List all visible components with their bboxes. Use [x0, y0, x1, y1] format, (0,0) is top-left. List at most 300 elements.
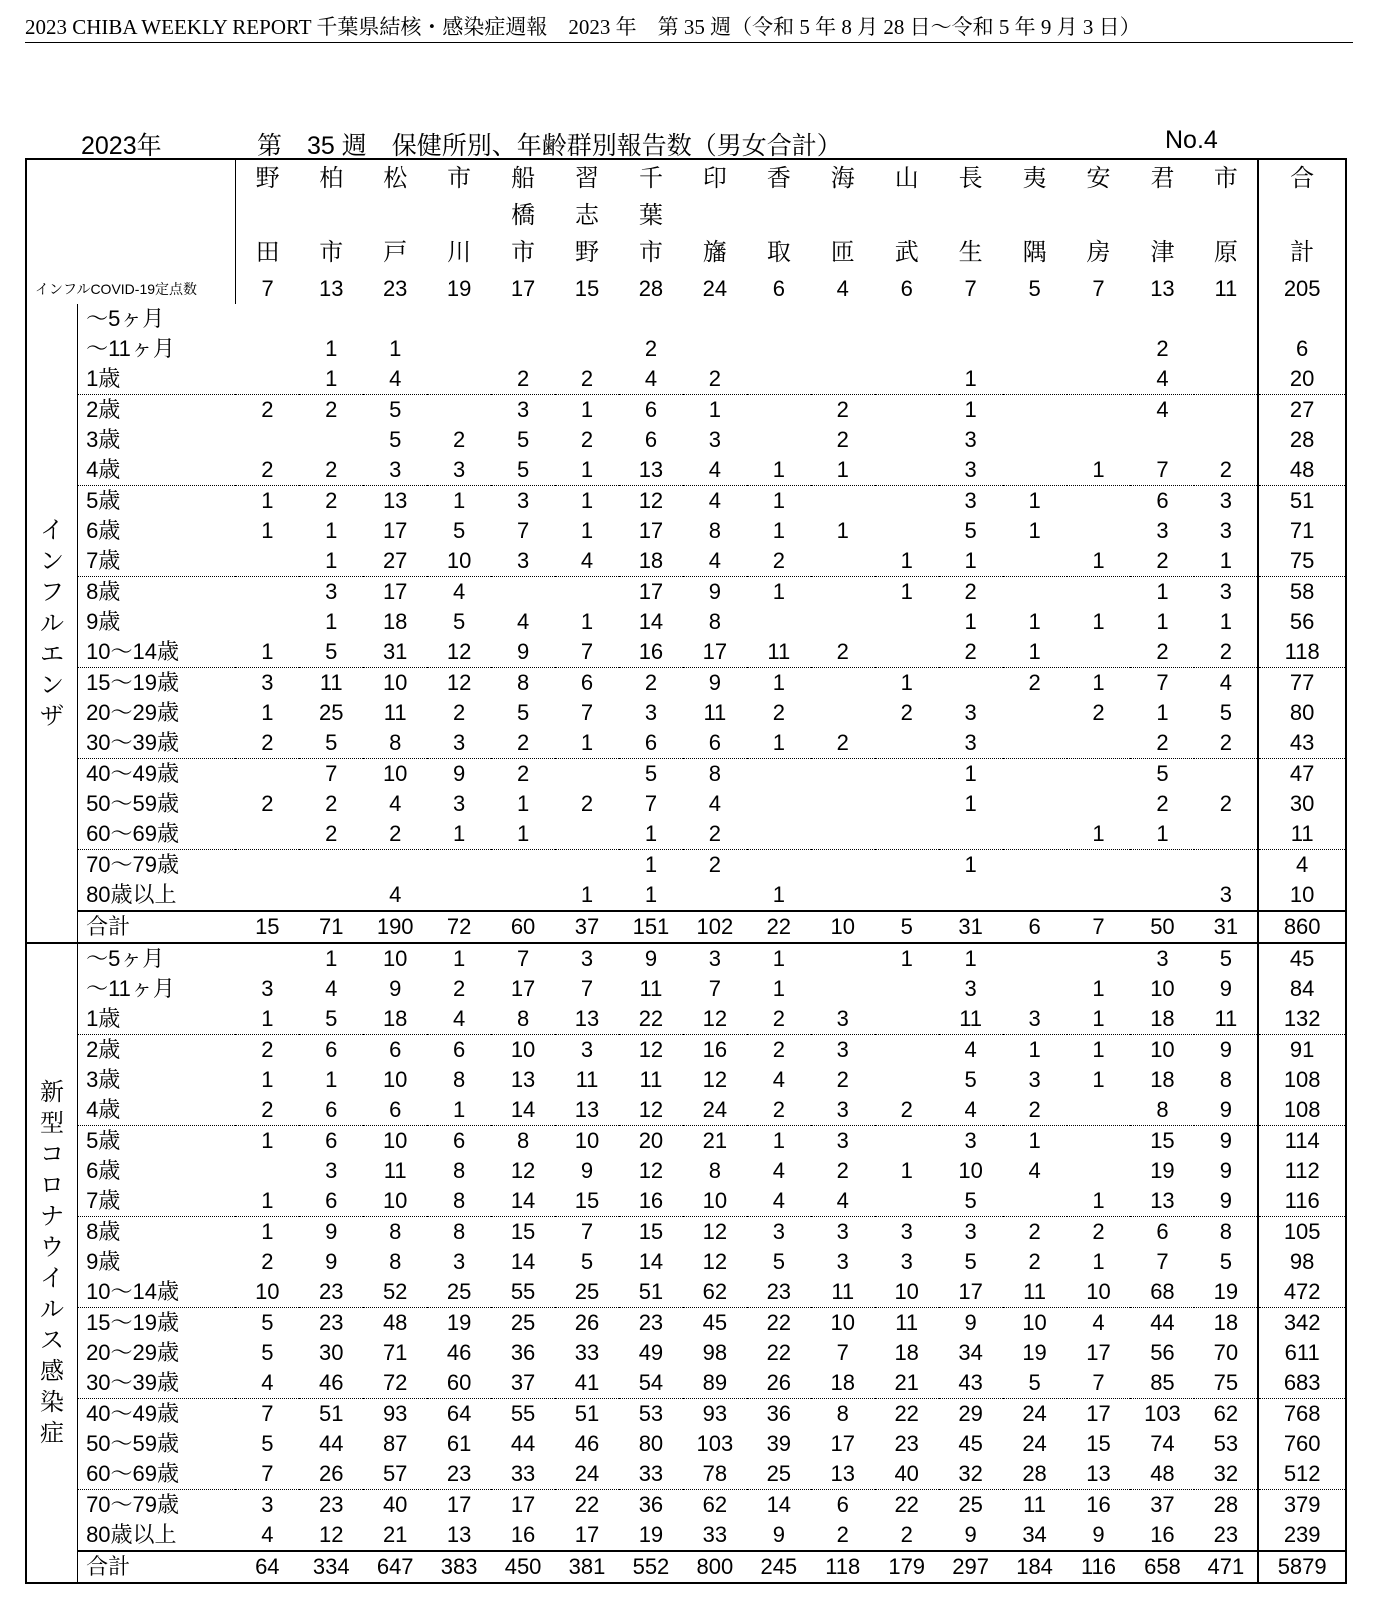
count-cell: [427, 334, 491, 364]
count-cell: 3: [964, 976, 977, 1001]
count-cell: [811, 577, 875, 608]
count-cell: 1: [325, 518, 338, 543]
table-row: [26, 516, 1346, 546]
count-cell: [1003, 1186, 1067, 1217]
sum-total: 5879: [1258, 1551, 1346, 1583]
count-cell: 2: [453, 700, 466, 725]
count-cell: 2: [453, 427, 466, 452]
table-row: [26, 577, 1346, 608]
section-label-text: インフルエンザ: [40, 516, 65, 730]
sum-value: 179: [875, 1551, 939, 1583]
count-cell: 22: [766, 1340, 792, 1365]
sum-value: 647: [363, 1551, 427, 1583]
count-cell: [1067, 789, 1131, 819]
count-cell: 25: [510, 1310, 536, 1335]
age-group-label: 7歳: [78, 546, 236, 577]
count-cell: 1: [1092, 1249, 1105, 1274]
count-cell: [363, 850, 427, 881]
count-cell: 2: [261, 1249, 274, 1274]
count-cell: 10: [683, 1186, 747, 1217]
table-row: [26, 728, 1346, 759]
sentinel-value: 23: [382, 276, 408, 301]
table-row: [26, 1126, 1346, 1157]
count-cell: 11: [1194, 1004, 1258, 1035]
count-cell: 25: [747, 1459, 811, 1490]
table-row: [26, 1035, 1346, 1066]
count-cell: [491, 334, 555, 364]
count-cell: [1067, 1095, 1131, 1126]
count-cell: 51: [619, 1277, 683, 1308]
count-cell: [683, 880, 747, 911]
count-cell: 15: [510, 1219, 536, 1244]
count-cell: [235, 759, 299, 790]
count-cell: 9: [619, 943, 683, 974]
count-cell: [747, 850, 811, 881]
count-cell: 1: [1028, 488, 1041, 513]
count-cell: [1003, 850, 1067, 881]
count-cell: 4: [1092, 1310, 1105, 1335]
count-cell: 6: [325, 1037, 338, 1062]
count-cell: 2: [261, 791, 274, 816]
count-cell: [1003, 425, 1067, 455]
count-cell: 2: [299, 455, 363, 486]
count-cell: 14: [638, 609, 664, 634]
count-cell: [811, 943, 875, 974]
count-cell: 53: [638, 1401, 664, 1426]
count-cell: [875, 880, 939, 911]
count-cell: [1194, 364, 1258, 395]
count-cell: 10: [382, 1128, 408, 1153]
row-total: 108: [1258, 1065, 1346, 1095]
count-cell: 8: [363, 728, 427, 759]
count-cell: 55: [491, 1277, 555, 1308]
count-cell: 18: [1213, 1310, 1239, 1335]
sentinel-value: 13: [1150, 276, 1175, 301]
count-cell: 1: [747, 455, 811, 486]
count-cell: 75: [1194, 1368, 1258, 1399]
count-cell: [1003, 698, 1067, 728]
count-cell: 10: [958, 1158, 983, 1183]
count-cell: 5: [261, 1431, 274, 1456]
count-cell: [1067, 850, 1131, 881]
count-cell: [555, 334, 619, 364]
count-cell: 8: [453, 1067, 466, 1092]
count-cell: [1067, 728, 1131, 759]
count-cell: 3: [555, 943, 619, 974]
count-cell: 18: [619, 546, 683, 577]
count-cell: 3: [427, 455, 491, 486]
count-cell: 5: [1219, 700, 1232, 725]
count-cell: 51: [319, 1401, 344, 1426]
age-group-label: 10～14歳: [78, 1277, 236, 1308]
count-cell: 2: [1003, 1095, 1067, 1126]
count-cell: 33: [619, 1459, 683, 1490]
count-cell: 31: [363, 637, 427, 668]
count-cell: 34: [1022, 1522, 1047, 1547]
count-cell: 33: [702, 1522, 728, 1547]
count-cell: [747, 334, 811, 364]
sum-value: 334: [299, 1551, 363, 1583]
count-cell: 18: [1130, 1004, 1194, 1035]
count-cell: 6: [389, 1037, 402, 1062]
count-cell: 1: [325, 609, 338, 634]
row-total: 51: [1258, 486, 1346, 517]
count-cell: 5: [580, 1249, 594, 1274]
sentinel-value: 7: [261, 276, 274, 301]
table-row: [26, 668, 1346, 699]
age-group-label: 20～29歳: [86, 1340, 180, 1365]
count-cell: [235, 850, 299, 881]
count-cell: 71: [382, 1340, 408, 1365]
count-cell: 4: [325, 976, 338, 1001]
count-cell: 1: [1092, 1037, 1105, 1062]
header-corner: [26, 159, 235, 274]
count-cell: 1: [900, 579, 913, 604]
age-group-label: 20～29歳: [86, 700, 180, 725]
title-year: 2023年: [81, 132, 162, 160]
count-cell: 3: [964, 700, 977, 725]
count-cell: 2: [708, 852, 721, 877]
row-total: 30: [1258, 789, 1346, 819]
count-cell: 2: [811, 728, 875, 759]
count-cell: 2: [836, 1067, 849, 1092]
count-cell: 2: [1092, 1219, 1105, 1244]
count-cell: [235, 943, 299, 974]
count-cell: 2: [1194, 728, 1258, 759]
age-group-label: 15～19歳: [86, 1310, 180, 1335]
row-total: 47: [1258, 759, 1346, 790]
count-cell: 1: [580, 609, 594, 634]
count-cell: 2: [1028, 1249, 1041, 1274]
count-cell: 3: [453, 791, 466, 816]
count-cell: 13: [555, 1004, 619, 1035]
count-cell: 9: [772, 1522, 785, 1547]
row-total: 472: [1258, 1277, 1346, 1308]
count-cell: [235, 304, 299, 334]
count-cell: 7: [1156, 670, 1169, 695]
sentinel-value: 24: [702, 276, 728, 301]
sum-value: 118: [811, 1551, 875, 1583]
count-cell: 4: [427, 1004, 491, 1035]
age-group-label: 30～39歳: [78, 728, 236, 759]
count-cell: 16: [510, 1522, 536, 1547]
count-cell: 9: [964, 1310, 977, 1335]
count-cell: 17: [574, 1522, 600, 1547]
sentinel-value: 28: [638, 276, 664, 301]
count-cell: [683, 334, 747, 364]
count-cell: 9: [389, 976, 402, 1001]
count-cell: 36: [510, 1340, 536, 1365]
count-cell: 7: [580, 1219, 594, 1244]
row-total: 611: [1258, 1338, 1346, 1368]
count-cell: [683, 304, 747, 334]
age-group-label: 50～59歳: [86, 1431, 180, 1456]
sum-value: 116: [1067, 1551, 1131, 1583]
count-cell: 1: [1156, 700, 1169, 725]
count-cell: 45: [958, 1431, 983, 1456]
count-cell: [939, 668, 1003, 699]
count-cell: 13: [619, 455, 683, 486]
count-cell: 1: [964, 609, 977, 634]
count-cell: 15: [638, 1219, 664, 1244]
count-cell: 93: [702, 1401, 728, 1426]
table-row: [26, 1459, 1346, 1490]
count-cell: 3: [772, 1219, 785, 1244]
count-cell: 2: [580, 427, 594, 452]
count-cell: [1194, 395, 1258, 426]
count-cell: 14: [491, 1095, 555, 1126]
sentinel-value: 5: [1028, 276, 1041, 301]
count-cell: 26: [574, 1310, 600, 1335]
count-cell: 21: [875, 1368, 939, 1399]
count-cell: 1: [1092, 1067, 1105, 1092]
count-cell: [235, 819, 299, 850]
row-total: 105: [1258, 1217, 1346, 1248]
count-cell: 7: [325, 761, 338, 786]
count-cell: 9: [491, 637, 555, 668]
count-cell: [875, 334, 939, 364]
count-cell: 10: [1067, 1277, 1131, 1308]
count-cell: 55: [510, 1401, 536, 1426]
count-cell: 17: [638, 579, 664, 604]
count-cell: 7: [235, 1459, 299, 1490]
count-cell: 9: [1219, 1037, 1232, 1062]
count-cell: 98: [702, 1340, 728, 1365]
count-cell: [1194, 334, 1258, 364]
count-cell: 16: [619, 637, 683, 668]
count-cell: [427, 364, 491, 395]
column-header-total: 合 計: [1258, 159, 1346, 274]
row-total: 114: [1258, 1126, 1346, 1157]
count-cell: 45: [702, 1310, 728, 1335]
count-cell: [1130, 850, 1194, 881]
count-cell: 1: [772, 670, 785, 695]
column-header-office: 山 武: [894, 165, 919, 266]
sentinel-value: 7: [964, 276, 977, 301]
count-cell: [875, 304, 939, 334]
count-cell: 18: [811, 1368, 875, 1399]
count-cell: [875, 486, 939, 517]
count-cell: 16: [702, 1037, 728, 1062]
count-cell: 2: [747, 546, 811, 577]
count-cell: 9: [1219, 976, 1232, 1001]
count-cell: 2: [644, 670, 658, 695]
count-cell: 4: [619, 364, 683, 395]
sum-value: 71: [299, 911, 363, 943]
count-cell: 10: [510, 1037, 536, 1062]
count-cell: 10: [1150, 976, 1175, 1001]
count-cell: 2: [1156, 791, 1169, 816]
count-cell: 13: [811, 1459, 875, 1490]
count-cell: 103: [696, 1431, 734, 1456]
sum-value: 10: [811, 911, 875, 943]
count-cell: [1067, 486, 1131, 517]
count-cell: 6: [836, 1492, 849, 1517]
count-cell: 3: [516, 397, 530, 422]
count-cell: 1: [964, 852, 977, 877]
count-cell: 70: [1213, 1340, 1239, 1365]
age-group-label: 70～79歳: [86, 852, 180, 877]
count-cell: 3: [1003, 1004, 1067, 1035]
count-cell: 7: [1067, 1368, 1131, 1399]
count-cell: 7: [644, 791, 658, 816]
count-cell: 51: [574, 1401, 600, 1426]
count-cell: 4: [683, 546, 747, 577]
age-group-label: ～11ヶ月: [86, 336, 175, 361]
count-cell: 12: [319, 1522, 344, 1547]
count-cell: 11: [703, 700, 727, 725]
count-cell: 46: [446, 1340, 472, 1365]
count-cell: 4: [964, 1037, 977, 1062]
count-cell: 1: [644, 852, 658, 877]
count-cell: [1194, 304, 1258, 334]
count-cell: 8: [453, 1158, 466, 1183]
count-cell: 1: [811, 455, 875, 486]
count-cell: 11: [639, 976, 663, 1001]
count-cell: 1: [939, 943, 1003, 974]
sum-value: 245: [747, 1551, 811, 1583]
count-cell: [1194, 850, 1258, 881]
count-cell: 3: [325, 1158, 338, 1183]
count-cell: 39: [766, 1431, 792, 1456]
count-cell: 17: [638, 518, 664, 543]
count-cell: 3: [261, 670, 274, 695]
count-cell: 2: [261, 1037, 274, 1062]
count-cell: 1: [1028, 609, 1041, 634]
count-cell: [875, 728, 939, 759]
count-cell: 56: [1150, 1340, 1175, 1365]
count-cell: 1: [619, 819, 683, 850]
count-cell: 60: [427, 1368, 491, 1399]
count-cell: 54: [619, 1368, 683, 1399]
count-cell: 3: [939, 455, 1003, 486]
count-cell: 15: [1150, 1128, 1175, 1153]
count-cell: 4: [516, 609, 530, 634]
count-cell: 41: [555, 1368, 619, 1399]
count-cell: 3: [1130, 943, 1194, 974]
count-cell: 2: [299, 819, 363, 850]
row-total: 10: [1258, 880, 1346, 911]
count-cell: 1: [427, 1095, 491, 1126]
count-cell: 6: [644, 427, 658, 452]
count-cell: [811, 974, 875, 1004]
count-cell: 4: [363, 364, 427, 395]
table-row: [26, 819, 1346, 850]
count-cell: 33: [574, 1340, 600, 1365]
section-sum-row: [26, 1551, 1346, 1583]
row-total: 91: [1258, 1035, 1346, 1066]
table-row: [26, 1338, 1346, 1368]
count-cell: 9: [1092, 1522, 1105, 1547]
count-cell: 19: [1022, 1340, 1047, 1365]
count-cell: 1: [747, 728, 811, 759]
count-cell: 3: [836, 1219, 849, 1244]
sum-value: 50: [1130, 911, 1194, 943]
count-cell: 3: [836, 1128, 849, 1153]
count-cell: 10: [1150, 1037, 1175, 1062]
age-group-label: 70～79歳: [86, 1492, 180, 1517]
count-cell: 6: [683, 728, 747, 759]
count-cell: 3: [1219, 518, 1232, 543]
count-cell: 1: [261, 1067, 274, 1092]
count-cell: 3: [325, 579, 338, 604]
count-cell: 2: [772, 700, 785, 725]
count-cell: 4: [939, 1095, 1003, 1126]
age-group-label: 2歳: [86, 1037, 121, 1062]
count-cell: 46: [574, 1431, 600, 1456]
table-row: [26, 698, 1346, 728]
count-cell: 2: [900, 700, 913, 725]
count-cell: 5: [299, 637, 363, 668]
sentinel-value: 4: [836, 276, 849, 301]
count-cell: 18: [894, 1340, 919, 1365]
count-cell: 22: [894, 1401, 919, 1426]
sentinel-count-row: [26, 274, 1346, 304]
count-cell: 5: [299, 728, 363, 759]
count-cell: 4: [683, 455, 747, 486]
count-cell: 89: [683, 1368, 747, 1399]
count-cell: 3: [453, 1249, 466, 1274]
count-cell: [875, 1004, 939, 1035]
count-cell: 19: [1194, 1277, 1258, 1308]
count-cell: 7: [836, 1340, 849, 1365]
count-cell: 3: [1219, 882, 1232, 907]
count-cell: 6: [1156, 1219, 1169, 1244]
count-cell: 3: [261, 1492, 274, 1517]
count-cell: 8: [708, 1158, 721, 1183]
count-cell: 22: [766, 1310, 792, 1335]
row-total: 84: [1258, 974, 1346, 1004]
count-cell: 1: [555, 455, 619, 486]
count-cell: 11: [895, 1310, 919, 1335]
table-row: [26, 880, 1346, 911]
count-cell: 57: [363, 1459, 427, 1490]
count-cell: [811, 668, 875, 699]
count-cell: 1: [261, 700, 274, 725]
count-cell: 36: [638, 1492, 664, 1517]
count-cell: 103: [1144, 1401, 1181, 1426]
count-cell: [875, 425, 939, 455]
count-cell: [811, 607, 875, 637]
column-header-office: 習 志 野: [575, 165, 599, 266]
count-cell: 5: [1219, 1249, 1232, 1274]
count-cell: 61: [446, 1431, 472, 1456]
count-cell: [1003, 728, 1067, 759]
age-group-label: 15～19歳: [86, 670, 180, 695]
count-cell: 9: [708, 579, 721, 604]
count-cell: [1067, 334, 1131, 364]
sentinel-value: 13: [319, 276, 344, 301]
sum-value: 190: [363, 911, 427, 943]
count-cell: 5: [516, 700, 530, 725]
count-cell: 8: [389, 1249, 402, 1274]
age-group-label: 6歳: [86, 518, 121, 543]
count-cell: 1: [772, 882, 785, 907]
count-cell: [875, 1126, 939, 1157]
count-cell: 1: [235, 1004, 299, 1035]
count-cell: 10: [382, 761, 408, 786]
row-total: 27: [1258, 395, 1346, 426]
sum-value: 383: [427, 1551, 491, 1583]
count-cell: 1: [1067, 819, 1131, 850]
count-cell: [491, 880, 555, 911]
count-cell: [747, 364, 811, 395]
table-row: [26, 1399, 1346, 1430]
count-cell: 13: [555, 1095, 619, 1126]
count-cell: 3: [939, 728, 1003, 759]
count-cell: [1003, 455, 1067, 486]
count-cell: 1: [964, 397, 977, 422]
